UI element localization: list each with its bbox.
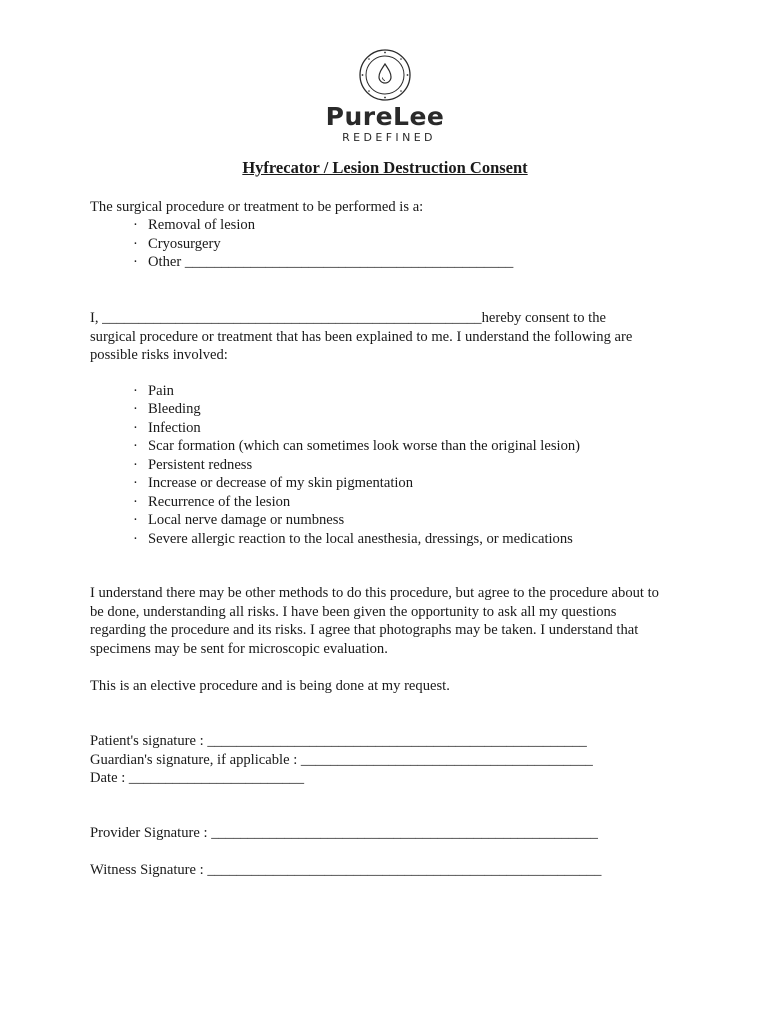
risk-label: Infection	[148, 420, 201, 436]
consent-paragraph	[90, 309, 632, 365]
risk-item	[133, 456, 252, 475]
bullet-dot: ·	[133, 217, 138, 233]
brand-name: PureLee	[325, 102, 445, 131]
bullet-dot: ·	[133, 438, 138, 454]
document-title: Hyfrecator / Lesion Destruction Consent	[242, 158, 528, 177]
risk-label: Persistent redness	[148, 457, 253, 473]
risk-label: Severe allergic reaction to the local anesthesia, dressings, or medications	[148, 531, 573, 547]
bullet-dot: ·	[133, 420, 138, 436]
risk-label: Bleeding	[148, 401, 201, 417]
bullet-dot: ·	[133, 512, 138, 528]
bullet-dot: ·	[133, 531, 138, 547]
brand-logo	[0, 48, 770, 145]
procedure-intro: The surgical procedure or treatment to be performed is a:	[90, 199, 424, 215]
bullet-dot: ·	[133, 475, 138, 491]
understanding-line: be done, understanding all risks. I have been given the opportunity to ask all my questions	[90, 603, 617, 620]
risk-label: Increase or decrease of my skin pigmentation	[148, 475, 414, 491]
understanding-line: I understand there may be other methods to do this procedure, but agree to the procedure about to	[90, 585, 659, 601]
risk-item	[133, 382, 174, 401]
risk-label: Local nerve damage or numbness	[148, 512, 345, 528]
risk-item	[133, 400, 201, 419]
date-line[interactable]: Date : ________________________	[90, 770, 305, 786]
risk-label: Pain	[148, 383, 174, 399]
guardian-signature-line[interactable]: Guardian's signature, if applicable : ________________________________________	[90, 752, 593, 768]
understanding-line: specimens may be sent for microscopic evaluation.	[90, 640, 388, 657]
risk-item	[133, 493, 290, 512]
consent-line[interactable]: I, ____________________________________________________hereby consent to the	[90, 310, 607, 326]
option-label: Removal of lesion	[148, 217, 256, 233]
risk-label: Recurrence of the lesion	[148, 494, 291, 510]
procedure-option	[133, 216, 255, 235]
consent-line: surgical procedure or treatment that has been explained to me. I understand the following are	[90, 328, 633, 345]
bullet-dot: ·	[133, 457, 138, 473]
risk-item	[133, 530, 573, 549]
bullet-dot: ·	[133, 254, 138, 270]
patient-signature-line[interactable]: Patient's signature : ____________________________________________________	[90, 733, 587, 749]
consent-line: possible risks involved:	[90, 347, 228, 363]
understanding-line: regarding the procedure and its risks. I agree that photographs may be taken. I understand that	[90, 622, 639, 638]
understanding-paragraph	[90, 584, 659, 658]
risk-item	[133, 437, 580, 456]
provider-signature-line[interactable]: Provider Signature : _____________________________________________________	[90, 825, 598, 841]
option-label: Other _____________________________________________	[148, 254, 514, 270]
bullet-dot: ·	[133, 383, 138, 399]
bullet-dot: ·	[133, 494, 138, 510]
elective-statement: This is an elective procedure and is being done at my request.	[90, 678, 450, 694]
risk-item	[133, 419, 201, 438]
risk-item	[133, 474, 413, 493]
witness-signature-line[interactable]: Witness Signature : ______________________________________________________	[90, 862, 602, 878]
option-label: Cryosurgery	[148, 236, 221, 252]
procedure-option	[133, 235, 221, 254]
drop-in-circle-icon	[358, 48, 412, 102]
procedure-option-other[interactable]	[133, 253, 513, 272]
bullet-dot: ·	[133, 401, 138, 417]
brand-tagline: REDEFINED	[342, 131, 436, 144]
risk-item	[133, 511, 344, 530]
bullet-dot: ·	[133, 236, 138, 252]
risk-label: Scar formation (which can sometimes look worse than the original lesion)	[148, 438, 581, 454]
